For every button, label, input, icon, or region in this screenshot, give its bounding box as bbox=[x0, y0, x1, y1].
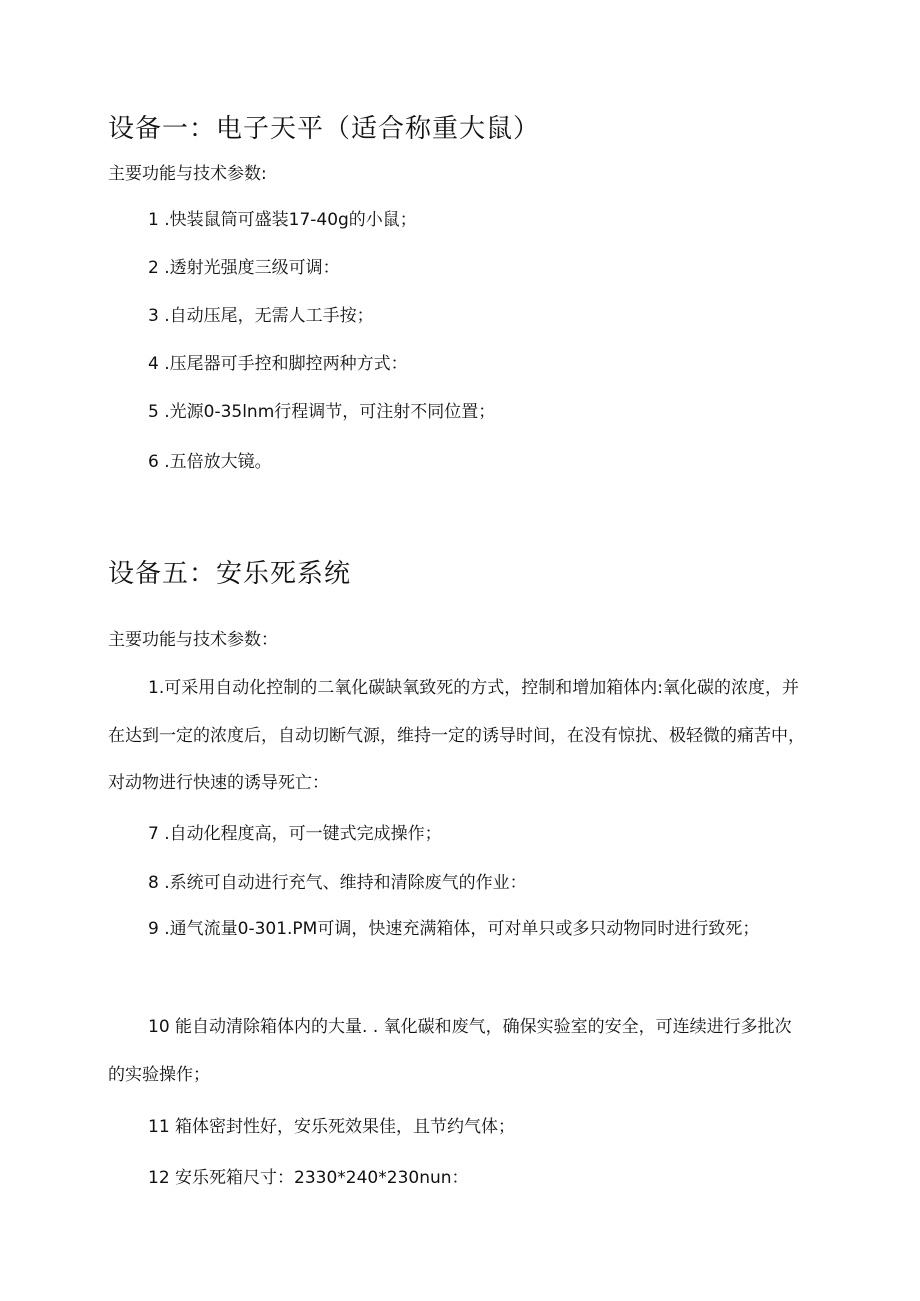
section2-intro: 主要功能与技术参数： bbox=[108, 630, 278, 650]
section1-item-3: 3 .自动压尾，无需人工手按； bbox=[148, 306, 374, 326]
section1-item-6: 6 .五倍放大镜。 bbox=[148, 452, 272, 472]
section1-item-4: 4 .压尾器可手控和脚控两种方式： bbox=[148, 354, 408, 374]
section1-heading: 设备一：电子天平（适合称重大鼠） bbox=[108, 114, 541, 144]
section2-item-12: 12 安乐死箱尺寸：2330*240*230nun： bbox=[148, 1168, 469, 1188]
section2-item-8: 8 .系统可自动进行充气、维持和清除废气的作业： bbox=[148, 873, 527, 893]
section2-item-11: 11 箱体密封性好，安乐死效果佳，且节约气体； bbox=[148, 1117, 516, 1137]
section2-item-10: 10 能自动清除箱体内的大量. . 氧化碳和废气，确保实验室的安全，可连续进行多批次的实验操作； bbox=[108, 1017, 792, 1085]
section1-intro: 主要功能与技术参数: bbox=[108, 164, 267, 184]
section2-item-9: 9 .通气流量0-301.PM可调，快速充满箱体，可对单只或多只动物同时进行致死； bbox=[148, 919, 760, 939]
section1-item-1: 1 .快装鼠筒可盛装17-40g的小鼠； bbox=[148, 210, 417, 230]
section2-item-7: 7 .自动化程度高，可一键式完成操作； bbox=[148, 824, 442, 844]
section1-item-2: 2 .透射光强度三级可调： bbox=[148, 258, 340, 278]
section2-item-1: 1.可采用自动化控制的二氧化碳缺氧致死的方式，控制和增加箱体内:氧化碳的浓度，并在达到一定的浓度后，自动切断气源，维持一定的诱导时间，在没有惊扰、极轻微的痛苦中，对动物进行快速的诱导死亡： bbox=[108, 678, 805, 793]
section2-heading: 设备五：安乐死系统 bbox=[108, 559, 352, 589]
section1-item-5: 5 .光源0-35lnm行程调节，可注射不同位置； bbox=[148, 402, 496, 422]
